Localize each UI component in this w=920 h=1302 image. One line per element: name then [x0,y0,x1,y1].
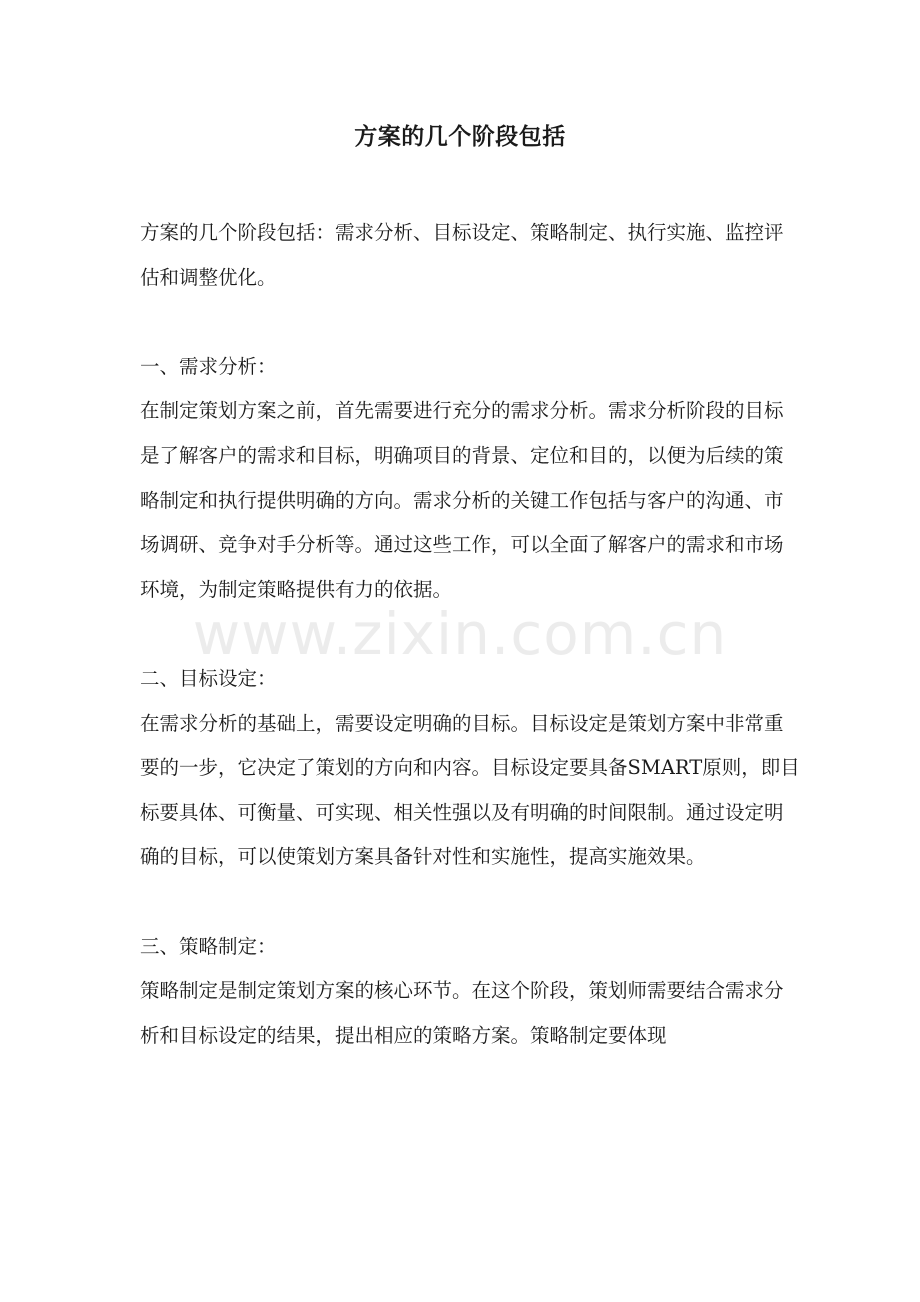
paragraph-gap [140,612,800,657]
document-body [140,211,800,1058]
section-heading-3: 三、策略制定： [140,934,277,958]
paragraph-gap [140,300,800,345]
intro-paragraph: 方案的几个阶段包括：需求分析、目标设定、策略制定、执行实施、监控评估和调整优化。 [140,221,784,289]
section-heading-1: 一、需求分析： [140,354,277,378]
section-body-1: 在制定策划方案之前，首先需要进行充分的需求分析。需求分析阶段的目标是了解客户的需求和目标，明确项目的背景、定位和目的，以便为后续的策略制定和执行提供明确的方向。需求分析的关键工作包括与客户的沟通、市场调研、竞争对手分析等。通过这些工作，可以全面了解客户的需求和市场环境，为制定策略提供有力的依据。 [140,399,784,601]
watermark: www.zixin.com.cn [192,600,728,668]
paragraph-gap [140,880,800,925]
document-title: 方案的几个阶段包括 [354,123,566,150]
section-body-2: 在需求分析的基础上，需要设定明确的目标。目标设定是策划方案中非常重要的一步，它决定了策划的方向和内容。目标设定要具备SMART原则，即目标要具体、可衡量、可实现、相关性强以及有明确的时间限制。通过设定明确的目标，可以使策划方案具备针对性和实施性，提高实施效果。 [140,711,800,869]
section-heading-2: 二、目标设定： [140,666,277,690]
section-body-3: 策略制定是制定策划方案的核心环节。在这个阶段，策划师需要结合需求分析和目标设定的结果，提出相应的策略方案。策略制定要体现 [140,979,784,1047]
